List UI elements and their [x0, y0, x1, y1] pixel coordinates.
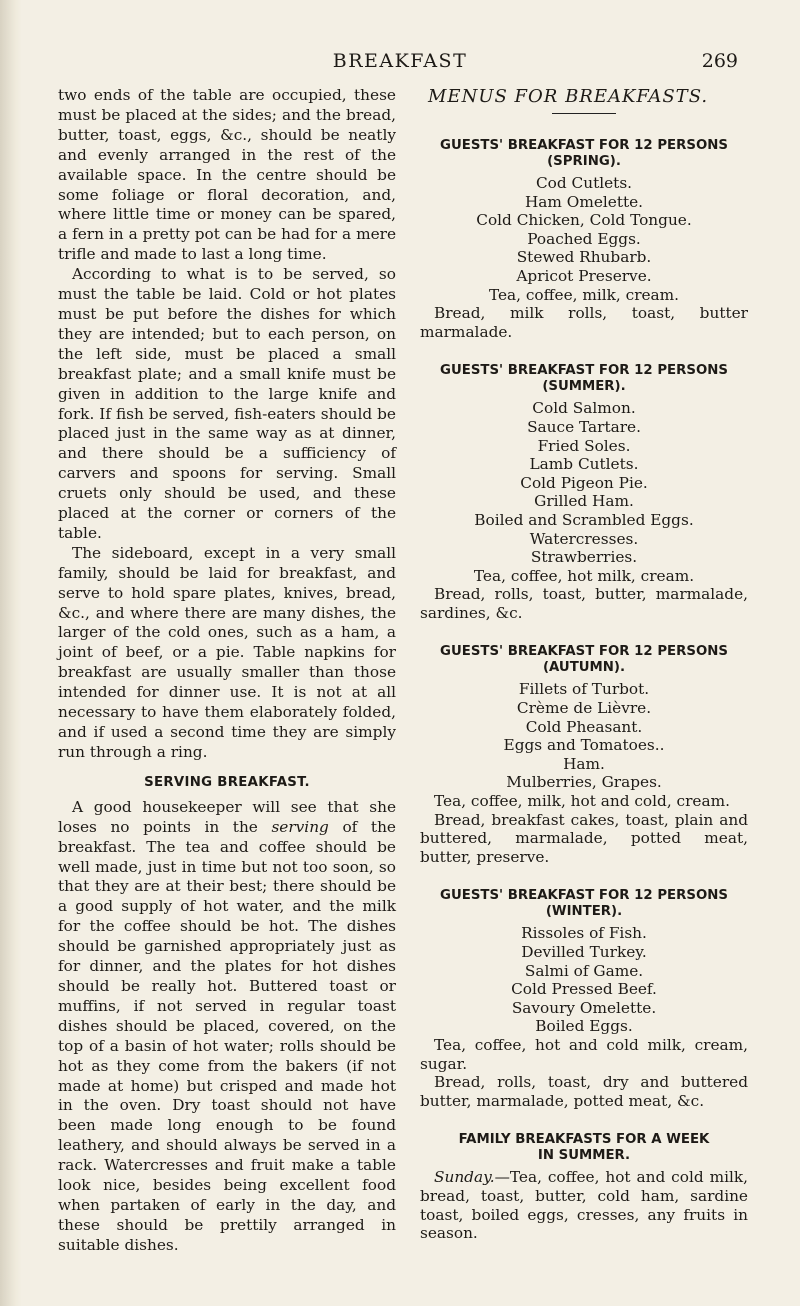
- menu-note: [420, 1168, 748, 1242]
- menu-heading-season: (SUMMER).: [542, 379, 626, 395]
- dish: Cold Pheasant.: [525, 717, 643, 736]
- page-gutter-shadow: [0, 0, 22, 1306]
- dish: Fried Soles.: [537, 436, 631, 455]
- menu-heading-line: GUESTS' BREAKFAST FOR 12 PERSONS: [440, 644, 728, 660]
- menu-heading: [420, 888, 748, 920]
- dish: Tea, coffee, hot milk, cream.: [473, 566, 695, 585]
- menu-heading: [420, 644, 748, 676]
- emphasis: serving: [271, 817, 329, 836]
- menu-heading-line: GUESTS' BREAKFAST FOR 12 PERSONS: [440, 363, 728, 379]
- page-number: 269: [701, 50, 738, 72]
- dish: Cold Pigeon Pie.: [520, 473, 648, 492]
- dish: Cod Cutlets.: [535, 174, 633, 192]
- dish: Boiled and Scrambled Eggs.: [474, 510, 694, 529]
- menu-summer: [420, 363, 748, 622]
- day-menu-text: —Tea, coffee, hot and cold milk, bread, toast, butter, cold ham, sardine toast, boiled eggs, cresses, any fruits in season.: [420, 1168, 748, 1243]
- menu-spring: [420, 138, 748, 341]
- dish: Stewed Rhubarb.: [516, 248, 652, 267]
- dish: Cold Chicken, Cold Tongue.: [476, 211, 692, 230]
- dish: Tea, coffee, milk, cream.: [488, 285, 680, 304]
- dish: Poached Eggs.: [527, 229, 641, 248]
- menu-heading-season: (AUTUMN).: [542, 660, 626, 676]
- menu-note: Bread, rolls, toast, butter, marmalade, sardines, &c.: [420, 585, 748, 622]
- menu-note: Tea, coffee, hot and cold milk, cream, sugar.: [420, 1035, 748, 1073]
- menu-heading: [420, 138, 748, 170]
- menu-note: Bread, milk rolls, toast, butter marmalade.: [420, 304, 748, 341]
- menu-family: [420, 1132, 748, 1242]
- dish: Eggs and Tomatoes..: [503, 736, 665, 755]
- dish: Rissoles of Fish.: [521, 924, 647, 943]
- section-heading: SERVING BREAKFAST.: [144, 774, 310, 790]
- text-run: A good housekeeper will see that she loses no points in the: [58, 797, 396, 836]
- dish: Fillets of Turbot.: [518, 680, 650, 699]
- dish: Boiled Eggs.: [535, 1017, 633, 1036]
- dish: Sauce Tartare.: [527, 417, 641, 436]
- divider-rule: [552, 113, 616, 114]
- text-run: of the breakfast. The tea and coffee should be well made, just in time but not too soon, so that they are at their best; there should be a good supply of hot water, and the milk for the coffee should be hot. The dishes should be garnished appropriately just as for dinner, and the plates for hot dishes should be really hot. Buttered toast or muffins, if not served in regular toast dishes should be placed, covered, on the top of a basin of hot water; rolls should be hot as they come from the bakers (if not made at home) but crisped and made hot in the oven. Dry toast should not have been made long enough to be found leathery, and should always be served in a rack. Watercresses and fruit make a table look nice, besides being excellent food when partaken of early in the day, and these should be prettily arranged in suitable dishes.: [58, 817, 396, 1254]
- menu-winter: [420, 888, 748, 1110]
- paragraph: [58, 798, 396, 1256]
- menu-heading-line: GUESTS' BREAKFAST FOR 12 PERSONS: [440, 888, 728, 904]
- dish: Crème de Lièvre.: [516, 699, 652, 718]
- running-title: BREAKFAST: [332, 50, 468, 72]
- menu-heading-season: IN SUMMER.: [537, 1148, 631, 1164]
- dish: Savoury Omelette.: [511, 998, 657, 1017]
- menu-heading-season: (SPRING).: [547, 154, 621, 169]
- day-label: Sunday.: [434, 1168, 495, 1187]
- menu-note: Bread, rolls, toast, dry and buttered butter, marmalade, potted meat, &c.: [420, 1073, 748, 1110]
- dish: Cold Pressed Beef.: [511, 980, 657, 999]
- menu-heading: [420, 363, 748, 395]
- page-header: [0, 50, 800, 80]
- menu-note: Bread, breakfast cakes, toast, plain and buttered, marmalade, potted meat, butter, preserve.: [420, 810, 748, 866]
- right-column: [420, 86, 748, 1265]
- dish: Grilled Ham.: [534, 492, 634, 511]
- left-column: [58, 86, 396, 1256]
- menu-autumn: [420, 644, 748, 866]
- menu-heading-line: GUESTS' BREAKFAST FOR 12 PERSONS: [440, 138, 728, 153]
- paragraph: According to what is to be served, so must the table be laid. Cold or hot plates must be put before the dishes for which they are intended; but to each person, on the left side, must be placed a small breakfast plate; and a small knife must be given in addition to the large knife and fork. If fish be served, fish-eaters should be placed just in the same way as at dinner, and there should be a sufficiency of carvers and spoons for serving. Small cruets only should be used, and these placed at the corner or corners of the table.: [58, 265, 396, 542]
- dish: Watercresses.: [529, 529, 639, 548]
- dish: Cold Salmon.: [532, 399, 636, 418]
- dish: Lamb Cutlets.: [529, 455, 639, 474]
- paragraph: two ends of the table are occupied, these must be placed at the sides; and the bread, butter, toast, eggs, &c., should be neatly and evenly arranged in the rest of the available space. In the centre should be some foliage or floral decoration, and, where little time or money can be spared, a fern in a pretty pot can be had for a mere trifle and made to last a long time.: [58, 86, 396, 264]
- dish: Strawberries.: [530, 548, 638, 567]
- menu-heading-line: FAMILY BREAKFASTS FOR A WEEK: [458, 1132, 710, 1148]
- dish: Salmi of Game.: [524, 961, 644, 980]
- dish: Devilled Turkey.: [521, 943, 647, 961]
- paragraph: The sideboard, except in a very small family, should be laid for breakfast, and serve to hold spare plates, knives, bread, &c., and where there are many dishes, the larger of the cold ones, such as a ham, a joint of beef, or a pie. Table napkins for breakfast are usually smaller than those intended for dinner use. It is not at all necessary to have them elaborately folded, and if used a second time they are simply run through a ring.: [58, 543, 396, 761]
- menus-title: MENUS FOR BREAKFASTS.: [428, 86, 709, 107]
- menu-heading: [420, 1132, 748, 1164]
- menu-heading-season: (WINTER).: [545, 904, 623, 920]
- dish: Ham Omelette.: [524, 192, 644, 211]
- dish: Mulberries, Grapes.: [506, 773, 662, 792]
- dish: Apricot Preserve.: [516, 266, 652, 285]
- dish: Ham.: [563, 754, 605, 773]
- menu-note: Tea, coffee, milk, hot and cold, cream.: [434, 792, 730, 811]
